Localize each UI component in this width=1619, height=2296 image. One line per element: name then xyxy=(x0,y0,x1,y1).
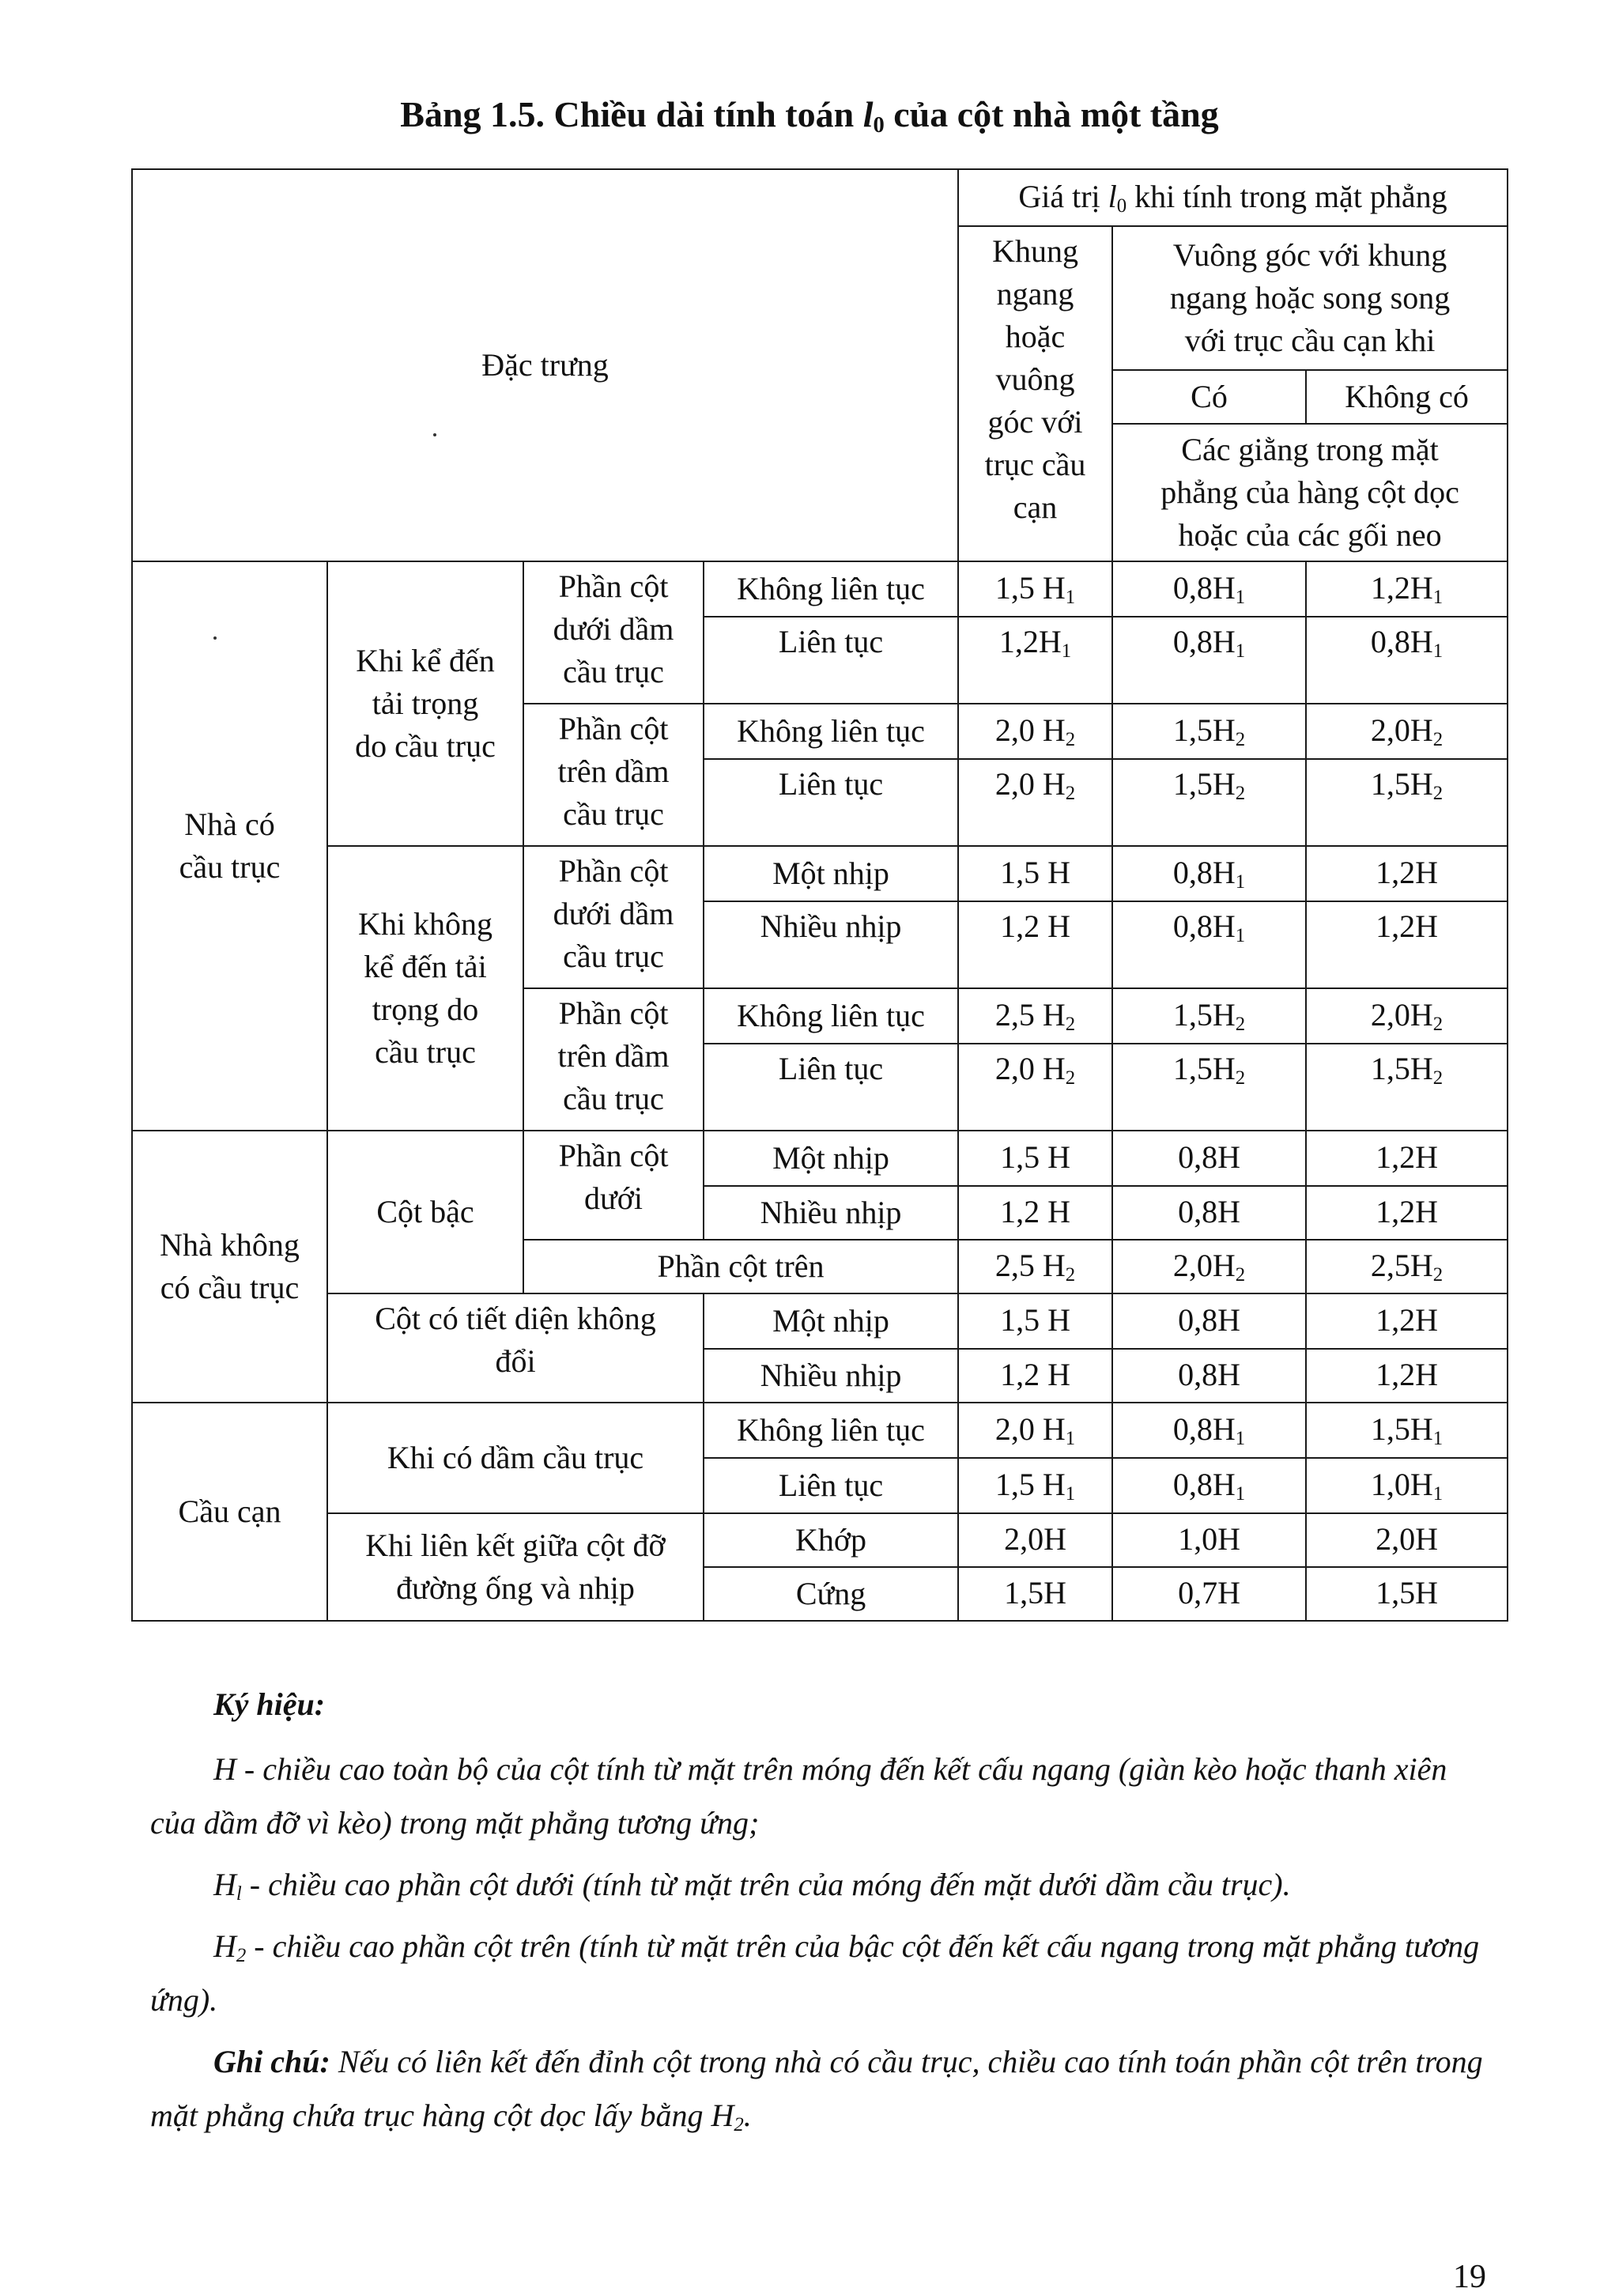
group-nha-khong-co-cau-truc: Nhà không có cầu trục xyxy=(132,1131,327,1403)
value-cell: 0,8H xyxy=(1112,1186,1306,1240)
value-cell: $2,5H_2$ xyxy=(1306,1240,1508,1293)
value-cell: 2,0 $H_1$ xyxy=(958,1403,1112,1458)
row-type: Không liên tục xyxy=(704,561,958,617)
value-cell: $1,5H_2$ xyxy=(1112,704,1306,759)
header-vuong-goc: Vuông góc với khung ngang hoặc song song với trục cầu cạn khi xyxy=(1112,226,1508,370)
row-type: Liên tục xyxy=(704,1458,958,1513)
value-cell: $1,5H_2$ xyxy=(1112,759,1306,846)
value-cell: 1,5H xyxy=(958,1567,1112,1621)
notes-heading: Ký hiệu: xyxy=(213,1686,326,1722)
row-type: Khớp xyxy=(704,1513,958,1567)
row-type: Cứng xyxy=(704,1567,958,1621)
value-cell: 1,2H xyxy=(1306,1349,1508,1403)
value-cell: 1,2H xyxy=(1306,901,1508,988)
note-h1: $H_l$ - chiều cao phần cột dưới (tính từ mặt trên của móng đến mặt dưới dầm cầu trục). xyxy=(213,1867,1291,1905)
value-cell: 2,0H xyxy=(958,1513,1112,1567)
value-cell: $0,8H_1$ xyxy=(1112,617,1306,704)
value-cell: 1,2 H xyxy=(958,1186,1112,1240)
group-cau-can: Cầu cạn xyxy=(132,1403,327,1621)
table-title: Bảng 1.5. Chiều dài tính toán $l_0$ của cột nhà một tầng xyxy=(400,94,1219,138)
value-cell: 2,0 $H_2$ xyxy=(958,704,1112,759)
value-cell: 1,2 H xyxy=(958,1349,1112,1403)
row-type: Không liên tục xyxy=(704,988,958,1044)
value-cell: $0,8H_1$ xyxy=(1306,617,1508,704)
group-khong-ke-den-tai: Khi không kể đến tải trọng do cầu trục xyxy=(327,846,523,1131)
note-h: H - chiều cao toàn bộ của cột tính từ mặt trên móng đến kết cấu ngang (giàn kèo hoặc thanh xiên của dầm đỡ vì kèo) trong mặt phẳng tương ứng; xyxy=(150,1751,1447,1841)
group-khi-co-dam: Khi có dầm cầu trục xyxy=(327,1403,704,1513)
row-type: Một nhịp xyxy=(704,1131,958,1186)
value-cell: $1,2H_1$ xyxy=(958,617,1112,704)
value-cell: $0,8H_1$ xyxy=(1112,901,1306,988)
value-cell: 1,5 H xyxy=(958,1293,1112,1349)
value-cell: $1,5H_1$ xyxy=(1306,1403,1508,1458)
value-cell: 1,2H xyxy=(1306,1186,1508,1240)
value-cell: 0,8H xyxy=(1112,1293,1306,1349)
group-phan-cot-duoi: Phần cột dưới xyxy=(523,1131,704,1240)
header-cac-giang: Các giằng trong mặt phẳng của hàng cột dọc hoặc của các gối neo xyxy=(1112,424,1508,561)
row-type: Không liên tục xyxy=(704,1403,958,1458)
row-type: Liên tục xyxy=(704,617,958,704)
value-cell: $1,0H_1$ xyxy=(1306,1458,1508,1513)
value-cell: $2,0H_2$ xyxy=(1306,704,1508,759)
value-cell: 1,5H xyxy=(1306,1567,1508,1621)
note-h2: $H_2$ - chiều cao phần cột trên (tính từ mặt trên của bậc cột đến kết cấu ngang trong mặt phẳng tương ứng). xyxy=(150,1928,1480,2018)
value-cell: $1,5H_2$ xyxy=(1306,759,1508,846)
value-cell: $2,0H_2$ xyxy=(1112,1240,1306,1293)
value-cell: 2,0 $H_2$ xyxy=(958,1044,1112,1131)
row-type: Liên tục xyxy=(704,1044,958,1131)
row-type: Một nhịp xyxy=(704,846,958,901)
value-cell: 1,5 $H_1$ xyxy=(958,1458,1112,1513)
group-khi-lien-ket: Khi liên kết giữa cột đỡ đường ống và nhịp xyxy=(327,1513,704,1621)
group-phan-cot-tren-dam: Phần cột trên dầm cầu trục xyxy=(523,704,704,846)
header-co: Có xyxy=(1112,370,1306,424)
value-cell: 0,8H xyxy=(1112,1131,1306,1186)
header-dac-trung: Đặc trưng xyxy=(132,169,958,561)
value-cell: $1,5H_2$ xyxy=(1306,1044,1508,1131)
value-cell: $1,2H_1$ xyxy=(1306,561,1508,617)
value-cell: 2,5 $H_2$ xyxy=(958,988,1112,1044)
group-cot-tiet-dien: Cột có tiết diện không đổi xyxy=(327,1293,704,1403)
page-number: 19 xyxy=(1453,2259,1486,2295)
group-nha-co-cau-truc: Nhà có cầu trục xyxy=(132,561,327,1131)
header-gia-tri: Giá trị $l_0$ khi tính trong mặt phẳng xyxy=(958,169,1508,226)
value-cell: 0,7H xyxy=(1112,1567,1306,1621)
group-phan-cot-duoi-dam-2: Phần cột dưới dầm cầu trục xyxy=(523,846,704,988)
header-khong-co: Không có xyxy=(1306,370,1508,424)
value-cell: $0,8H_1$ xyxy=(1112,1403,1306,1458)
value-cell: $1,5H_2$ xyxy=(1112,1044,1306,1131)
row-type: Nhiều nhịp xyxy=(704,901,958,988)
value-cell: 2,5 $H_2$ xyxy=(958,1240,1112,1293)
value-cell: 2,0H xyxy=(1306,1513,1508,1567)
group-ke-den-tai: Khi kể đến tải trọng do cầu trục xyxy=(327,561,523,846)
print-speck xyxy=(433,433,436,436)
value-cell: 1,2H xyxy=(1306,1293,1508,1349)
value-cell: 1,5 $H_1$ xyxy=(958,561,1112,617)
group-phan-cot-tren: Phần cột trên xyxy=(523,1240,958,1293)
row-type: Một nhịp xyxy=(704,1293,958,1349)
value-cell: $0,8H_1$ xyxy=(1112,1458,1306,1513)
value-cell: $0,8H_1$ xyxy=(1112,561,1306,617)
note-ghi-chu: Ghi chú: Nếu có liên kết đến đỉnh cột trong nhà có cầu trục, chiều cao tính toán phần cột trên trong mặt phẳng chứa trục hàng cột dọc lấy bằng $H_2$. xyxy=(150,2044,1483,2136)
notes-section xyxy=(150,1678,1494,2151)
value-cell: $1,5H_2$ xyxy=(1112,988,1306,1044)
header-khung-ngang: Khung ngang hoặc vuông góc với trục cầu cạn xyxy=(958,226,1112,561)
row-type: Liên tục xyxy=(704,759,958,846)
print-speck xyxy=(213,636,217,640)
value-cell: $2,0H_2$ xyxy=(1306,988,1508,1044)
value-cell: 1,5 H xyxy=(958,846,1112,901)
value-cell: 1,2 H xyxy=(958,901,1112,988)
value-cell: $0,8H_1$ xyxy=(1112,846,1306,901)
group-phan-cot-duoi-dam: Phần cột dưới dầm cầu trục xyxy=(523,561,704,704)
value-cell: 1,2H xyxy=(1306,846,1508,901)
group-phan-cot-tren-dam-2: Phần cột trên dầm cầu trục xyxy=(523,988,704,1131)
row-type: Nhiều nhịp xyxy=(704,1186,958,1240)
value-cell: 1,2H xyxy=(1306,1131,1508,1186)
group-cot-bac: Cột bậc xyxy=(327,1131,523,1293)
effective-length-table xyxy=(131,168,1508,1622)
value-cell: 1,5 H xyxy=(958,1131,1112,1186)
row-type: Nhiều nhịp xyxy=(704,1349,958,1403)
row-type: Không liên tục xyxy=(704,704,958,759)
value-cell: 2,0 $H_2$ xyxy=(958,759,1112,846)
value-cell: 0,8H xyxy=(1112,1349,1306,1403)
value-cell: 1,0H xyxy=(1112,1513,1306,1567)
